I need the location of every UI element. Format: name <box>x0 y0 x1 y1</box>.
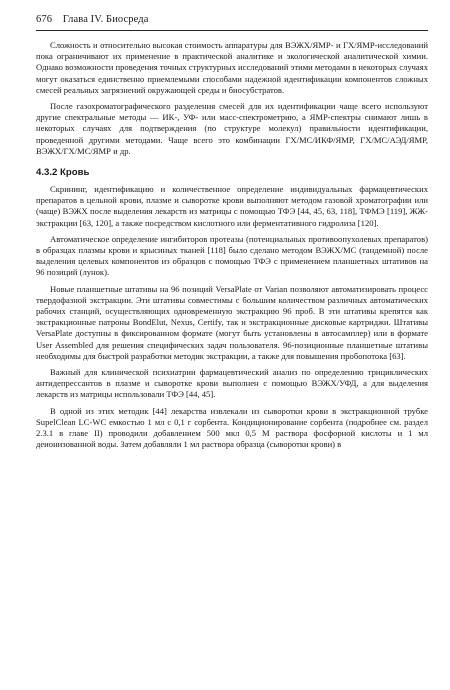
paragraph: В одной из этих методик [44] лекарства извлекали из сыворотки крови в экстракционной трубке SupelClean LC-WC емкостью 1 мл с 0,1 г сорбента. Кондиционирование сорбента (подробнее см. раздел 2.3.1 в главе II) проводили добавлением 500 мкл 0,5 М раствора фосфорной кислоты и 1 мл деионизованной воды. Затем добавляли 1 мл раствора образца (сыворотки крови) в <box>36 405 428 450</box>
paragraph: Автоматическое определение ингибиторов протеазы (потенциальных противоопухолевых препаратов) в образцах плазмы крови и крысиных тканей [118] было сделано методом ВЭЖХ/МС (тандемной) после выделения целевых компонентов из образцов с помощью ТФЭ с применением планшетных штативов на 96 позиций (лунок). <box>36 233 428 278</box>
page-body <box>36 40 428 456</box>
paragraph: После газохроматографического разделения смесей для их идентификации чаще всего используют другие спектральные методы — ИК-, УФ- или масс-спектрометрию, а ЯМР-спектры снимают лишь в некоторых случаях для подтверждения (по структуре молекул) правильности идентификации, проведенной другими методами. Чаще всего это комбинации ГХ/МС/ИКФ/ЯМР, ГХ/МС/АЭД/ЯМР, ВЭЖХ/ГХ/МС/ЯМР и др. <box>36 101 428 156</box>
paragraph: Новые планшетные штативы на 96 позиций VersaPlate от Varian позволяют автоматизировать процесс твердофазной экстракции. Эти штативы совместимы с большим количеством различных автоматических рабочих станций, осуществляющих одновременную экстракцию 96 проб. В эти штативы крепятся как экстракционные патроны BondElut, Nexus, Certify, так и экстракционные дисковые картриджи. Штативы VersaPlate доступны в фиксированном формате (могут быть установлены в автосамплер) или в формате User Assembled для решения специфических задач пользователя. 96-позиционные планшетные штативы необходимы для быстрой разработки методик экстракции, а также для повышения пробопотока [63]. <box>36 283 428 361</box>
page-number: 676 <box>36 14 53 25</box>
header-rule <box>36 30 428 31</box>
running-header <box>36 14 148 25</box>
paragraph: Сложность и относительно высокая стоимость аппаратуры для ВЭЖХ/ЯМР- и ГХ/ЯМР-исследований пока ограничивают их применение в практической аналитике и экологической аналитической химии. Однако возможности проведения точных структурных исследований этими методами в некоторых случаях могут оказаться единственно приемлемыми способами надежной идентификации компонентов сложных смесей реальных загрязнений окружающей среды и биосубстратов. <box>36 40 428 95</box>
running-title: Глава IV. Биосреда <box>62 14 149 25</box>
paragraph: Важный для клинической психиатрии фармацевтический анализ по определению трициклических антидепрессантов в плазме и сыворотке крови выполнен с помощью ВЭЖХ/УФД, а для выделения лекарств из матрицы использовали ТФЭ [44, 45]. <box>36 367 428 400</box>
section-heading: 4.3.2 Кровь <box>36 167 90 179</box>
paragraph: Скрининг, идентификацию и количественное определение индивидуальных фармацевтических препаратов в цельной крови, плазме и сыворотке крови выполняют методом газовой хроматографии или (чаще) ВЭЖХ после выделения лекарств из матрицы с помощью ТФЭ [44, 45, 63, 118], ТФМЭ [119], ЖЖ-экстракции [63, 120], а также посредством кислотного или ферментативного гидролиза [120]. <box>36 184 428 228</box>
